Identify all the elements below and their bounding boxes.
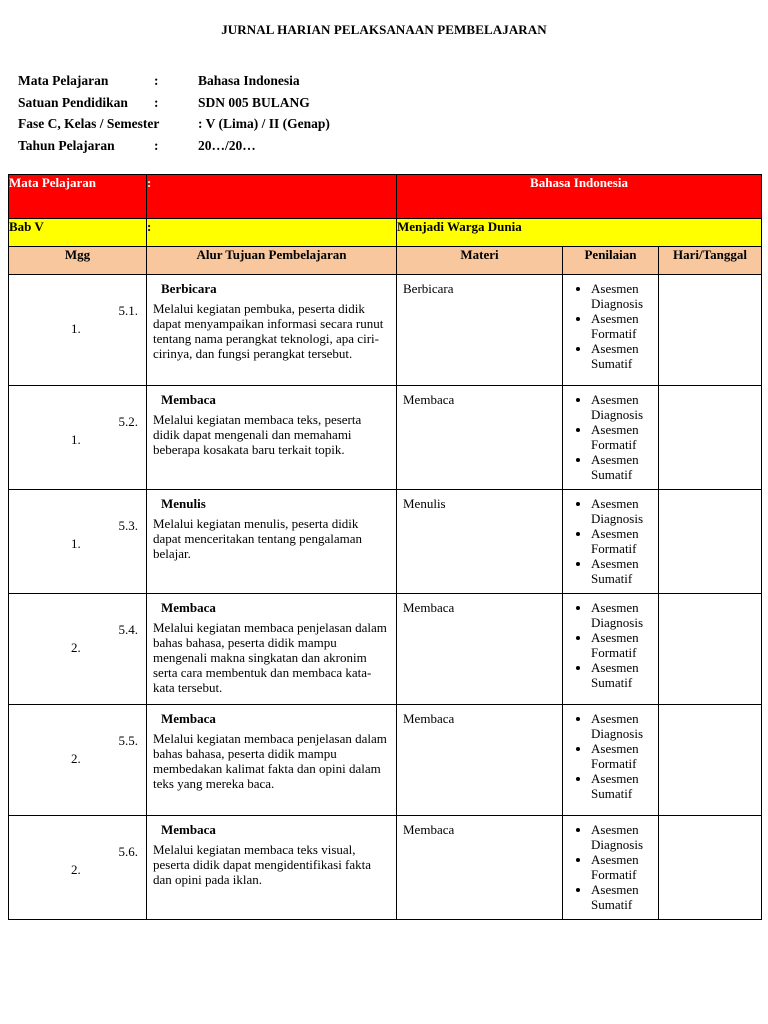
header-tanggal: Hari/Tanggal bbox=[659, 247, 762, 275]
tanggal-cell bbox=[659, 816, 762, 920]
penilaian-item: • Asesmen Diagnosis bbox=[591, 281, 658, 311]
week-cell bbox=[9, 816, 147, 920]
atp-code: 5.3. bbox=[118, 518, 138, 533]
week-number: 2. bbox=[71, 862, 81, 877]
materi-cell: Membaca bbox=[397, 816, 563, 920]
atp-text: Melalui kegiatan membaca teks visual, peserta didik dapat mengidentifikasi fakta dan opini pada iklan. bbox=[153, 842, 372, 887]
atp-title: Membaca bbox=[161, 822, 216, 837]
journal-table bbox=[8, 174, 762, 920]
table-row bbox=[9, 490, 762, 594]
subject-row-label: Mata Pelajaran bbox=[9, 175, 147, 219]
penilaian-item: • Asesmen Formatif bbox=[591, 741, 658, 771]
atp-text: Melalui kegiatan menulis, peserta didik dapat menceritakan tentang pengalaman belajar. bbox=[153, 516, 362, 561]
week-cell bbox=[9, 594, 147, 705]
materi-cell: Berbicara bbox=[397, 275, 563, 386]
week-number: 2. bbox=[71, 751, 81, 766]
penilaian-cell bbox=[563, 275, 659, 386]
document-meta bbox=[18, 70, 330, 156]
penilaian-item: • Asesmen Sumatif bbox=[591, 556, 658, 586]
penilaian-list bbox=[563, 822, 658, 912]
penilaian-item: • Asesmen Diagnosis bbox=[591, 822, 658, 852]
meta-label: Tahun Pelajaran bbox=[18, 137, 115, 153]
week-cell bbox=[9, 490, 147, 594]
tanggal-cell bbox=[659, 386, 762, 490]
week-number: 1. bbox=[71, 432, 81, 447]
materi-cell: Menulis bbox=[397, 490, 563, 594]
meta-row-school bbox=[18, 92, 330, 114]
week-number: 1. bbox=[71, 536, 81, 551]
penilaian-list bbox=[563, 281, 658, 371]
page-title: JURNAL HARIAN PELAKSANAAN PEMBELAJARAN bbox=[221, 22, 547, 37]
atp-title: Membaca bbox=[161, 392, 216, 407]
atp-code: 5.1. bbox=[118, 303, 138, 318]
tanggal-cell bbox=[659, 275, 762, 386]
header-penilaian: Penilaian bbox=[563, 247, 659, 275]
atp-cell bbox=[147, 705, 397, 816]
meta-colon: : bbox=[154, 94, 159, 110]
penilaian-item: • Asesmen Diagnosis bbox=[591, 600, 658, 630]
meta-label: Satuan Pendidikan bbox=[18, 94, 128, 110]
meta-value: Bahasa Indonesia bbox=[198, 73, 300, 88]
subject-row-colon: : bbox=[147, 175, 397, 219]
week-number: 1. bbox=[71, 321, 81, 336]
atp-code: 5.6. bbox=[118, 844, 138, 859]
atp-title: Menulis bbox=[161, 496, 206, 511]
penilaian-item: • Asesmen Sumatif bbox=[591, 660, 658, 690]
penilaian-list bbox=[563, 496, 658, 586]
table-row bbox=[9, 386, 762, 490]
penilaian-cell bbox=[563, 594, 659, 705]
atp-title: Membaca bbox=[161, 711, 216, 726]
table-row bbox=[9, 594, 762, 705]
penilaian-item: • Asesmen Diagnosis bbox=[591, 496, 658, 526]
header-materi: Materi bbox=[397, 247, 563, 275]
penilaian-list bbox=[563, 711, 658, 801]
atp-text: Melalui kegiatan membaca teks, peserta didik dapat mengenali dan memahami beberapa kosakata baru terkait topik. bbox=[153, 412, 362, 457]
penilaian-item: • Asesmen Formatif bbox=[591, 422, 658, 452]
week-cell bbox=[9, 275, 147, 386]
meta-row-year bbox=[18, 135, 330, 157]
penilaian-item: • Asesmen Formatif bbox=[591, 630, 658, 660]
penilaian-item: • Asesmen Sumatif bbox=[591, 882, 658, 912]
atp-cell bbox=[147, 490, 397, 594]
penilaian-list bbox=[563, 600, 658, 690]
meta-row-subject bbox=[18, 70, 330, 92]
atp-cell bbox=[147, 275, 397, 386]
table-row bbox=[9, 275, 762, 386]
chapter-row-value: Menjadi Warga Dunia bbox=[397, 219, 762, 247]
penilaian-list bbox=[563, 392, 658, 482]
meta-row-class bbox=[18, 113, 330, 135]
table-row bbox=[9, 816, 762, 920]
penilaian-item: • Asesmen Formatif bbox=[591, 311, 658, 341]
atp-title: Berbicara bbox=[161, 281, 217, 296]
week-number: 2. bbox=[71, 640, 81, 655]
atp-text: Melalui kegiatan pembuka, peserta didik dapat menyampaikan informasi secara runut tentang nama perangkat teknologi, apa ciri-cirinya, dan fungsi perangkat tersebut. bbox=[153, 301, 384, 361]
atp-text: Melalui kegiatan membaca penjelasan dalam bahas bahasa, peserta didik mampu mengenali makna singkatan dan akronim serta cara membentuk dan membaca kata-kata tersebut. bbox=[153, 620, 387, 695]
meta-label: Fase C, Kelas / Semester bbox=[18, 116, 160, 131]
header-mgg: Mgg bbox=[9, 247, 147, 275]
header-atp: Alur Tujuan Pembelajaran bbox=[147, 247, 397, 275]
atp-code: 5.4. bbox=[118, 622, 138, 637]
tanggal-cell bbox=[659, 705, 762, 816]
materi-cell: Membaca bbox=[397, 594, 563, 705]
penilaian-cell bbox=[563, 490, 659, 594]
penilaian-item: • Asesmen Diagnosis bbox=[591, 711, 658, 741]
penilaian-item: • Asesmen Sumatif bbox=[591, 771, 658, 801]
atp-code: 5.2. bbox=[118, 414, 138, 429]
atp-cell bbox=[147, 594, 397, 705]
penilaian-item: • Asesmen Formatif bbox=[591, 852, 658, 882]
tanggal-cell bbox=[659, 594, 762, 705]
meta-value: : V (Lima) / II (Genap) bbox=[198, 116, 330, 131]
atp-title: Membaca bbox=[161, 600, 216, 615]
week-cell bbox=[9, 386, 147, 490]
meta-colon: : bbox=[154, 73, 159, 88]
tanggal-cell bbox=[659, 490, 762, 594]
meta-value: 20…/20… bbox=[198, 137, 256, 153]
penilaian-item: • Asesmen Sumatif bbox=[591, 452, 658, 482]
table-row bbox=[9, 705, 762, 816]
penilaian-item: • Asesmen Sumatif bbox=[591, 341, 658, 371]
penilaian-cell bbox=[563, 816, 659, 920]
atp-cell bbox=[147, 816, 397, 920]
meta-label: Mata Pelajaran bbox=[18, 73, 109, 88]
chapter-row-colon: : bbox=[147, 219, 397, 247]
penilaian-cell bbox=[563, 705, 659, 816]
materi-cell: Membaca bbox=[397, 705, 563, 816]
penilaian-item: • Asesmen Diagnosis bbox=[591, 392, 658, 422]
subject-row bbox=[9, 175, 762, 219]
materi-cell: Membaca bbox=[397, 386, 563, 490]
atp-code: 5.5. bbox=[118, 733, 138, 748]
subject-row-value: Bahasa Indonesia bbox=[397, 175, 762, 219]
atp-cell bbox=[147, 386, 397, 490]
penilaian-item: • Asesmen Formatif bbox=[591, 526, 658, 556]
table-header bbox=[9, 247, 762, 275]
week-cell bbox=[9, 705, 147, 816]
chapter-row-label: Bab V bbox=[9, 219, 147, 247]
penilaian-cell bbox=[563, 386, 659, 490]
meta-colon: : bbox=[154, 137, 159, 153]
atp-text: Melalui kegiatan membaca penjelasan dalam bahas bahasa, peserta didik mampu membedakan kalimat fakta dan opini dalam teks yang mereka baca. bbox=[153, 731, 387, 791]
chapter-row bbox=[9, 219, 762, 247]
meta-value: SDN 005 BULANG bbox=[198, 94, 310, 110]
